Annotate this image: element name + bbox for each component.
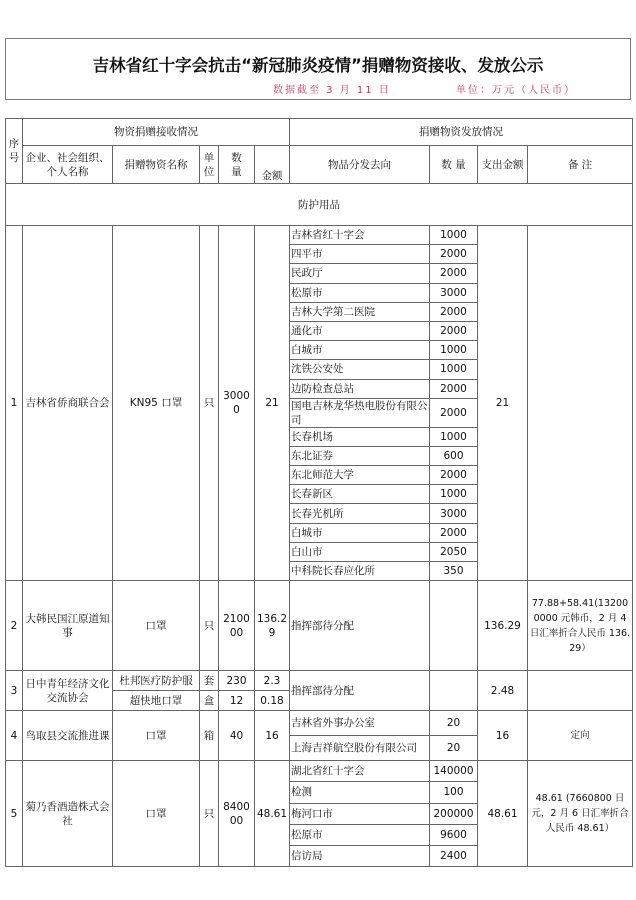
item-name-cell: KN95 口罩 [113, 226, 200, 581]
dest-qty-cell: 2000 [430, 379, 478, 398]
seq-cell: 1 [6, 226, 23, 581]
header-seq: 序号 [6, 119, 23, 184]
donor-cell: 大韩民国江原道知事 [23, 581, 113, 671]
dest-cell: 指挥部待分配 [290, 671, 430, 711]
header-expense: 支出金额 [478, 146, 528, 184]
item-unit-cell: 只 [200, 226, 219, 581]
expense-cell: 16 [478, 711, 528, 761]
item-qty-cell: 40 [219, 711, 255, 761]
dest-qty-cell: 2000 [430, 245, 478, 264]
dest-cell: 国电吉林龙华热电股份有限公司 [291, 399, 428, 426]
item-qty-cell: 230 [219, 671, 255, 691]
dest-qty-cell: 600 [430, 446, 478, 465]
dest-cell: 松原市 [290, 824, 430, 845]
dest-cell: 信访局 [290, 845, 430, 866]
dest-cell: 长春新区 [290, 485, 430, 504]
dest-cell: 上海吉祥航空股份有限公司 [290, 736, 430, 761]
dest-cell: 边防检查总站 [290, 379, 430, 398]
item-amount-cell: 0.18 [255, 691, 290, 711]
seq-cell: 4 [6, 711, 23, 761]
dest-cell: 沈铁公安处 [290, 360, 430, 379]
remark-cell: 定向 [528, 711, 633, 761]
header-issue-group: 捐赠物资发放情况 [290, 119, 633, 146]
dest-cell: 吉林省红十字会 [290, 226, 430, 245]
dest-cell: 梅河口市 [290, 803, 430, 824]
expense-cell: 21 [478, 226, 528, 581]
seq-cell: 2 [6, 581, 23, 671]
header-unit: 单位 [200, 146, 219, 184]
donor-cell: 日中青年经济文化交流协会 [23, 671, 113, 711]
dest-qty-cell: 1000 [430, 427, 478, 446]
dest-cell: 四平市 [290, 245, 430, 264]
dest-qty-cell: 2000 [430, 264, 478, 283]
page-title: 吉林省红十字会抗击“新冠肺炎疫情”捐赠物资接收、发放公示 [92, 56, 544, 75]
item-qty-cell: 840000 [219, 761, 255, 867]
dest-qty-cell: 2000 [430, 302, 478, 321]
header-qty: 数量 [219, 146, 255, 184]
header-dest-qty: 数 量 [430, 146, 478, 184]
item-qty-cell: 210000 [219, 581, 255, 671]
donation-table [5, 118, 633, 867]
item-name-cell: 杜邦医疗防护服 [113, 671, 200, 691]
dest-cell: 东北师范大学 [290, 466, 430, 485]
dest-cell: 白山市 [290, 542, 430, 561]
dest-cell: 长春机场 [290, 427, 430, 446]
section-title: 防护用品 [6, 184, 633, 226]
dest-qty-cell: 2400 [430, 845, 478, 866]
table-row [6, 226, 633, 245]
item-name-cell: 口罩 [113, 711, 200, 761]
dest-cell: 通化市 [290, 321, 430, 340]
table-row [6, 581, 633, 671]
item-unit-cell: 只 [200, 761, 219, 867]
dest-qty-cell: 3000 [430, 283, 478, 302]
dest-cell: 东北证券 [290, 446, 430, 465]
remark-cell: 77.88+58.41(132000000 元韩币，2 月 4 日汇率折合人民币 136.29） [528, 581, 633, 671]
item-unit-cell: 套 [200, 671, 219, 691]
dest-cell: 吉林省外事办公室 [290, 711, 430, 736]
header-receive-group: 物资捐赠接收情况 [23, 119, 290, 146]
item-unit-cell: 箱 [200, 711, 219, 761]
dest-qty-cell: 20 [430, 711, 478, 736]
table-row [6, 711, 633, 736]
dest-qty-cell: 1000 [430, 360, 478, 379]
donor-cell: 吉林省侨商联合会 [23, 226, 113, 581]
item-amount-cell: 16 [255, 711, 290, 761]
dest-cell: 松原市 [290, 283, 430, 302]
item-unit-cell: 只 [200, 581, 219, 671]
dest-qty-cell [430, 581, 478, 671]
dest-qty-cell [430, 671, 478, 711]
item-amount-cell: 136.29 [255, 581, 290, 671]
dest-qty-cell: 2000 [430, 523, 478, 542]
dest-cell: 检测 [290, 782, 430, 803]
dest-cell: 吉林大学第二医院 [290, 302, 430, 321]
dest-qty-cell: 100 [430, 782, 478, 803]
dest-cell: 长春光机所 [290, 504, 430, 523]
unit-note: 单位：万元（人民币） [456, 85, 576, 96]
item-name-cell: 口罩 [113, 761, 200, 867]
remark-cell [528, 226, 633, 581]
item-qty-cell: 12 [219, 691, 255, 711]
donor-cell: 鸟取县交流推进课 [23, 711, 113, 761]
expense-cell: 136.29 [478, 581, 528, 671]
dest-cell: 中科院长春应化所 [290, 562, 430, 581]
dest-qty-cell: 200000 [430, 803, 478, 824]
dest-cell: 湖北省红十字会 [290, 761, 430, 782]
item-amount-cell: 2.3 [255, 671, 290, 691]
expense-cell: 48.61 [478, 761, 528, 867]
seq-cell: 3 [6, 671, 23, 711]
donor-cell: 菊乃香酒造株式会社 [23, 761, 113, 867]
remark-cell [528, 671, 633, 711]
title-box [5, 38, 631, 100]
dest-qty-cell: 140000 [430, 761, 478, 782]
item-name-cell: 超快地口罩 [113, 691, 200, 711]
dest-qty-cell: 9600 [430, 824, 478, 845]
remark-cell: 48.61 (7660800 日元，2 月 6 日汇率折合人民币 48.61） [528, 761, 633, 867]
dest-cell: 白城市 [290, 523, 430, 542]
expense-cell: 2.48 [478, 671, 528, 711]
dest-qty-cell: 1000 [430, 341, 478, 360]
item-amount-cell: 21 [255, 226, 290, 581]
item-amount-cell: 48.61 [255, 761, 290, 867]
dest-qty-cell: 2000 [430, 466, 478, 485]
dest-qty-cell: 2050 [430, 542, 478, 561]
dest-cell: 指挥部待分配 [290, 581, 430, 671]
header-amount: 金额 [255, 146, 290, 184]
dest-qty-cell: 2000 [430, 321, 478, 340]
dest-qty-cell: 3000 [430, 504, 478, 523]
item-qty-cell: 30000 [219, 226, 255, 581]
dest-cell: 白城市 [290, 341, 430, 360]
dest-qty-cell: 1000 [430, 226, 478, 245]
dest-qty-cell: 1000 [430, 485, 478, 504]
item-name-cell: 口罩 [113, 581, 200, 671]
dest-qty-cell: 2000 [430, 398, 478, 427]
dest-cell: 民政厅 [290, 264, 430, 283]
dest-qty-cell: 350 [430, 562, 478, 581]
header-dest: 物品分发去向 [290, 146, 430, 184]
header-remark: 备 注 [528, 146, 633, 184]
table-row [6, 671, 633, 691]
seq-cell: 5 [6, 761, 23, 867]
dest-qty-cell: 20 [430, 736, 478, 761]
item-unit-cell: 盒 [200, 691, 219, 711]
header-donor: 企业、社会组织、个人名称 [23, 146, 113, 184]
header-item: 捐赠物资名称 [113, 146, 200, 184]
date-note: 数据截至 3 月 11 日 [273, 85, 391, 96]
table-row [6, 761, 633, 782]
